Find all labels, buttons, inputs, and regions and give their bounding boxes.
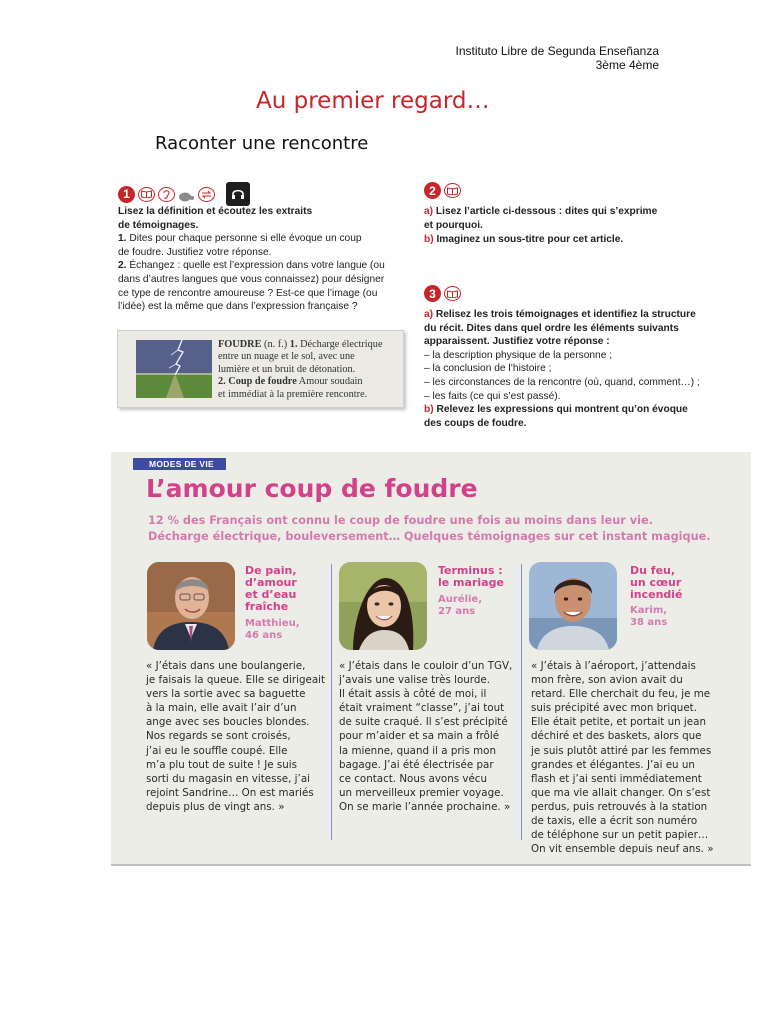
intro-line: 12 % des Français ont connu le coup de foudre une fois au moins dans leur vie. [148,514,653,527]
instruction-line: Relisez les trois témoignages et identifiez la structure [433,309,696,320]
item-letter: b) [424,404,434,416]
quote-line: retard. Elle cherchait du feu, je me [531,688,711,701]
quote-line: On se marie l’année prochaine. » [339,800,511,813]
quote-line: rejoint Sandrine… On est mariés [146,786,314,799]
testimony-author [245,618,300,642]
quote-line: de téléphone sur un petit papier… [531,829,709,842]
lightning-photo [136,340,212,398]
quote-line: bagage. J’ai été électrisée par [339,758,494,771]
title-line: De pain, [245,564,297,577]
school-header [400,44,659,72]
title-line: et d’eau [245,588,297,601]
exercise-1-instructions [118,205,408,314]
title-line: d’amour [245,576,297,589]
item-text: dans d’autres langues que vous connaissez) pour désigner [118,273,385,285]
quote-line: perdus, puis retrouvés à la station [531,800,708,813]
quote-line: vers la sortie avec sa baguette [146,688,306,701]
quote-line: ce contact. Nous avons vécu [339,772,487,785]
quote-line: je faisais la queue. Elle se dirigeait [146,674,326,687]
quote-line: j’ai eu le souffle coupé. Elle [146,744,288,757]
list-item: – la description physique de la personne ; [424,349,613,361]
quote-line: la mienne, quand il a pris mon [339,744,497,757]
headphones-icon[interactable] [226,182,250,206]
item-number: 1. [118,233,127,245]
definition-line: Décharge électrique [297,339,383,350]
page-subtitle: Raconter une rencontre [155,133,369,154]
column-divider [331,564,332,840]
definition-grammar: (n. f.) [261,339,290,350]
quote-line: pour m’aider et sa main a frôlé [339,730,500,743]
list-item: – la conclusion de l’histoire ; [424,363,552,375]
quote-line: grandes et élégantes. J’ai eu un [531,758,695,771]
instruction-line: du récit. Dites dans quel ordre les éléments suivants [424,322,679,334]
instruction-line: Imaginez un sous-titre pour cet article. [433,234,624,246]
quote-line: Il était assis à côté de moi, il [339,688,487,701]
testimony-author [438,594,482,618]
quote-line: flash et j’ai senti immédiatement [531,772,702,785]
item-text: Échangez : quelle est l’expression dans votre langue (ou [126,260,385,272]
exercise-2-instructions [424,205,724,247]
quote-line: Elle était petite, et portait un jean [531,716,706,729]
quote-line: ange avec ses boucles blondes. [146,716,310,729]
author-age: 27 ans [438,606,476,617]
article-title: L’amour coup de foudre [146,474,478,503]
instruction-line: Lisez la définition et écoutez les extraits [118,206,313,217]
author-name: Aurélie, [438,594,483,605]
testimony-title [630,565,683,601]
exercise-number-badge: 3 [424,285,441,302]
instruction-line: des coups de foudre. [424,417,527,429]
item-number: 2. [118,260,127,272]
author-name: Matthieu, [245,618,300,629]
item-text: de foudre. Justifiez votre réponse. [118,246,272,258]
author-name: Karim, [630,605,668,616]
page-title: Au premier regard… [256,88,490,114]
testimony-quote [339,659,519,814]
exercise-number-badge: 2 [424,182,441,199]
book-icon [444,183,461,198]
quote-line: « J’étais dans le couloir d’un TGV, [339,660,513,672]
quote-line: à la main, elle avait l’air d’un [146,702,297,715]
quote-line: « J’étais dans une boulangerie, [146,660,306,672]
list-item: – les circonstances de la rencontre (où, quand, comment…) ; [424,376,700,388]
testimony-quote [531,659,746,856]
item-letter: a) [424,206,434,217]
author-age: 46 ans [245,630,283,641]
quote-line: mon frère, son avion avait du [531,674,683,687]
magazine-article [111,452,751,866]
quote-line: Nos regards se sont croisés, [146,730,291,743]
title-line: le mariage [438,576,504,589]
photo-matthieu [147,562,235,650]
quote-line: sorti du magasin en vitesse, j’ai [146,772,310,785]
quote-line: déchiré et des baskets, alors que [531,730,702,743]
photo-aurelie [339,562,427,650]
quote-line: depuis plus de vingt ans. » [146,800,285,813]
item-text: Dites pour chaque personne si elle évoque un coup [126,233,362,245]
book-icon [138,187,155,202]
school-name: Instituto Libre de Segunda Enseñanza [455,44,659,58]
title-line: un cœur [630,576,682,589]
item-text: l’idée) est la même que dans l’expression française ? [118,301,358,313]
exercise-2-header [424,182,461,199]
quote-line: était vraiment “classe”, j’ai tout [339,702,505,715]
testimony-author [630,605,667,629]
author-age: 38 ans [630,617,668,628]
definition-text [218,339,404,401]
testimony-title [245,565,297,613]
quote-line: « J’étais à l’aéroport, j’attendais [531,660,696,672]
testimony-quote [146,659,326,814]
instruction-line: Lisez l’article ci-dessous : dites qui s’exprime [433,206,658,217]
quote-line: suis précipité avec mon briquet. [531,702,697,715]
sense-number: 1. [289,339,298,350]
definition-line: et immédiat à la première rencontre. [218,388,368,400]
definition-term: FOUDRE [218,339,262,350]
exchange-icon [198,187,215,202]
instruction-line: apparaissent. Justifiez votre réponse : [424,336,610,348]
speech-icon [178,188,195,200]
intro-line: Décharge électrique, bouleversement… Quelques témoignages sur cet instant magique. [148,530,711,543]
article-intro [148,513,738,545]
title-line: fraîche [245,600,289,613]
item-letter: a) [424,309,434,320]
title-line: incendié [630,588,683,601]
quote-line: j’avais une valise très lourde. [339,674,491,687]
definition-box [117,330,404,408]
definition-line: Amour soudain [296,376,363,388]
definition-line: entre un nuage et le sol, avec une [218,351,355,363]
column-divider [521,564,522,840]
testimony-title [438,565,504,589]
exercise-3-header [424,285,461,302]
quote-line: de taxis, elle a écrit son numéro [531,815,698,828]
quote-line: On vit ensemble depuis neuf ans. » [531,843,714,856]
definition-line: lumière et un bruit de détonation. [218,363,356,375]
quote-line: un merveilleux premier voyage. [339,786,504,799]
list-item: – les faits (ce qui s’est passé). [424,390,561,402]
quote-line: m’a plu tout de suite ! Je suis [146,758,297,771]
exercise-1-header [118,182,250,206]
title-line: Terminus : [438,564,503,577]
instruction-line: Relevez les expressions qui montrent qu’on évoque [433,404,688,416]
section-tag: MODES DE VIE [133,458,226,470]
photo-karim [529,562,617,650]
exercise-number-badge: 1 [118,186,135,203]
exercise-3-instructions [424,308,744,430]
ear-icon [158,187,175,202]
book-icon [444,286,461,301]
sense-label: 2. Coup de foudre [218,376,297,388]
class-level: 3ème 4ème [595,58,659,72]
instruction-line: de témoignages. [118,219,199,231]
quote-line: de suite craqué. Il s’est précipité [339,716,508,729]
quote-line: je suis plutôt attiré par les femmes [531,744,712,757]
item-text: ce type de rencontre amoureuse ? Est-ce que l’image (ou [118,287,378,299]
instruction-line: et pourquoi. [424,219,483,231]
quote-line: que ma vie allait changer. On s’est [531,786,711,799]
title-line: Du feu, [630,564,676,577]
item-letter: b) [424,234,434,246]
